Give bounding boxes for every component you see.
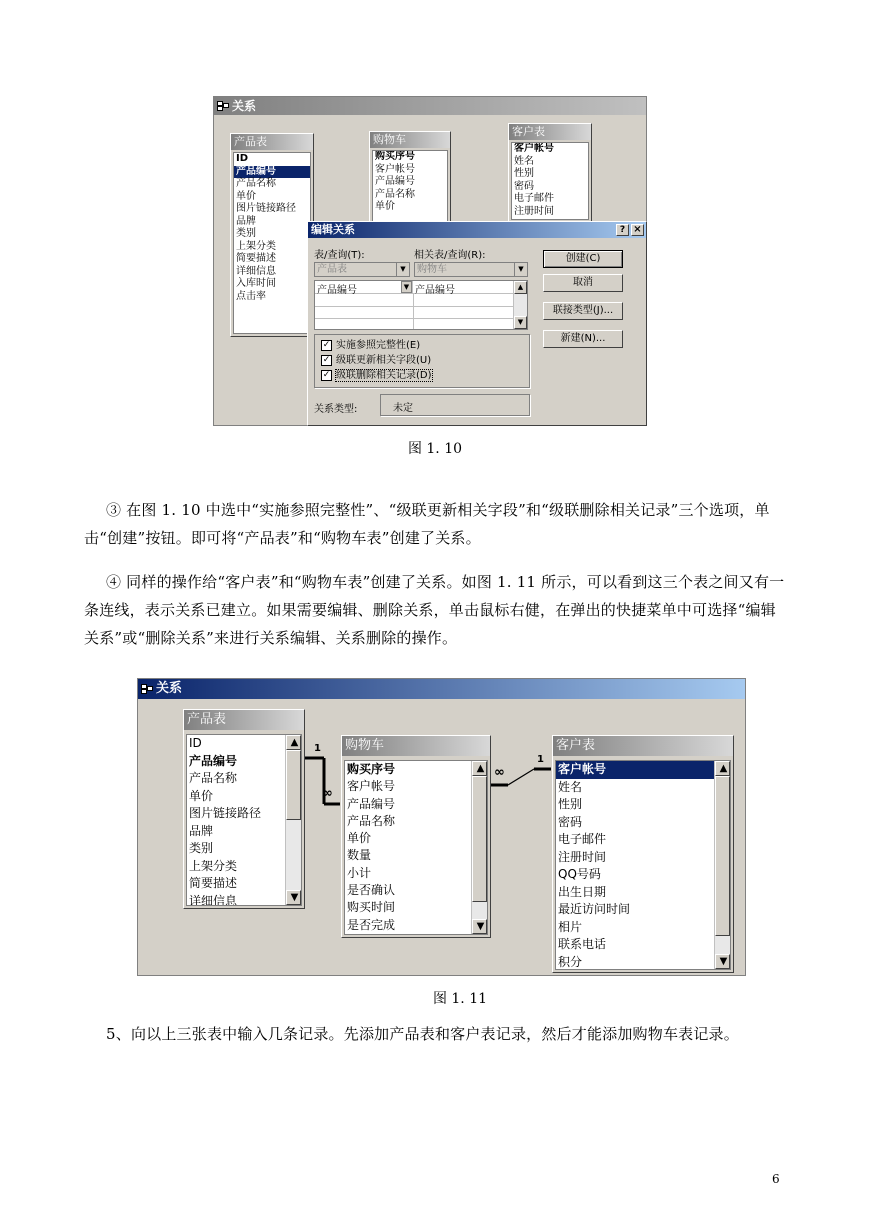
scroll-up-icon[interactable]: ▲	[472, 761, 487, 776]
grid-divider	[413, 294, 414, 329]
product-field-list[interactable]	[186, 734, 302, 906]
field-item[interactable]: 性别	[514, 168, 534, 179]
enforce-integrity-checkbox[interactable]	[321, 339, 420, 352]
field-item[interactable]: 电子邮件	[514, 193, 554, 204]
paragraph-3-text: ③ 在图 1. 10 中选中“实施参照完整性”、“级联更新相关字段”和“级联删除相关记录”三个选项，单击“创建”按钮。即可将“产品表”和“购物车表”创建了关系。	[84, 501, 770, 547]
cart-field-list[interactable]	[372, 150, 448, 228]
field-item[interactable]: 购买序号	[347, 762, 396, 776]
relationship-type-label: 关系类型:	[314, 404, 358, 415]
field-item[interactable]: 联系电话	[558, 937, 607, 951]
figure-1-11-caption: 图 1. 11	[432, 991, 488, 1007]
field-item[interactable]: 类别	[189, 841, 214, 855]
field-item[interactable]: 电子邮件	[558, 832, 607, 846]
cascade-delete-checkbox[interactable]	[321, 369, 432, 382]
checkbox-label: 级联删除相关记录(D)	[336, 370, 432, 381]
field-item[interactable]: 单价	[236, 190, 256, 202]
chevron-down-icon[interactable]: ▼	[401, 281, 412, 293]
field-item[interactable]: 产品名称	[375, 188, 415, 200]
check-icon[interactable]: ✓	[322, 354, 331, 365]
customer-table-title[interactable]: 客户表	[509, 124, 591, 140]
checkbox-label: 级联更新相关字段(U)	[336, 355, 432, 366]
cart-table-box[interactable]	[369, 131, 451, 231]
page-number: 6	[772, 1172, 780, 1186]
cart-table-title[interactable]: 购物车	[370, 132, 450, 148]
rel1-many-label: ∞	[322, 786, 333, 801]
field-item[interactable]: 单价	[347, 831, 372, 846]
field-item[interactable]: 相片	[558, 919, 583, 934]
field-item[interactable]: 姓名	[558, 779, 583, 794]
relationships-icon	[217, 101, 228, 111]
cart-field-list[interactable]	[344, 760, 488, 935]
field-item[interactable]: 客户帐号	[514, 143, 554, 154]
field-item[interactable]: ID	[236, 153, 249, 164]
related-table-select[interactable]	[414, 262, 528, 277]
field-item[interactable]: 详细信息	[236, 265, 276, 277]
scroll-thumb[interactable]	[286, 750, 301, 820]
field-item[interactable]: 类别	[236, 228, 256, 239]
field-item[interactable]: 注册时间	[514, 205, 554, 217]
relationships-titlebar	[214, 97, 646, 115]
chevron-down-icon[interactable]: ▼	[514, 263, 527, 276]
field-item[interactable]: 产品名称	[347, 813, 396, 828]
grid-cell-left[interactable]	[315, 281, 413, 294]
field-item[interactable]: 客户帐号	[347, 779, 396, 794]
options-group	[314, 334, 530, 388]
scroll-down-icon[interactable]: ▼	[472, 919, 487, 934]
customer-table-title[interactable]: 客户表	[553, 736, 733, 756]
field-item[interactable]: 上架分类	[189, 858, 238, 873]
rel1-one-label: 1	[314, 743, 321, 754]
scroll-thumb[interactable]	[472, 776, 487, 902]
product-field-list[interactable]	[233, 152, 311, 334]
field-item[interactable]: 数量	[347, 848, 372, 863]
close-button[interactable]: ×	[631, 224, 644, 236]
field-item[interactable]: 图片链接路径	[236, 203, 296, 214]
field-item[interactable]: 性别	[558, 797, 583, 811]
field-item[interactable]: 是否完成	[347, 917, 396, 932]
field-item[interactable]: 简要描述	[189, 876, 238, 890]
check-icon[interactable]: ✓	[322, 369, 331, 380]
paragraph-4-text: ④ 同样的操作给“客户表”和“购物车表”创建了关系。如图 1. 11 所示，可以看到这三个表之间又有一条连线，表示关系已建立。如果需要编辑、删除关系，单击鼠标右健，在弹出的快捷菜单中可选择“编辑关系”或“删除关系”来进行关系编辑、关系删除的操作。	[84, 573, 785, 647]
cart-scrollbar[interactable]	[471, 761, 487, 934]
field-item[interactable]: 客户帐号	[375, 163, 415, 175]
field-item[interactable]: 注册时间	[558, 849, 607, 864]
field-item[interactable]: 出生日期	[558, 884, 607, 899]
cart-table-box[interactable]	[341, 735, 491, 938]
field-item[interactable]: 点击率	[236, 290, 266, 302]
scroll-down-icon[interactable]: ▼	[286, 890, 301, 905]
product-scrollbar[interactable]	[285, 735, 301, 905]
customer-scrollbar[interactable]	[714, 761, 730, 969]
paragraph-3	[84, 496, 788, 552]
dialog-title: 编辑关系	[311, 223, 355, 236]
grid-scrollbar[interactable]	[513, 281, 527, 329]
scroll-down-icon[interactable]: ▼	[715, 954, 730, 969]
cascade-update-checkbox[interactable]	[321, 354, 431, 367]
field-item[interactable]: 小计	[347, 865, 372, 880]
product-table-box[interactable]	[183, 709, 305, 909]
paragraph-5	[84, 1020, 788, 1048]
rel2-many-label: ∞	[494, 765, 505, 780]
relationship-type-value-box	[380, 394, 530, 416]
help-button[interactable]: ?	[616, 224, 629, 236]
new-button[interactable]: 新建(N)...	[543, 330, 623, 348]
table-select[interactable]	[314, 262, 410, 277]
field-item[interactable]: 产品名称	[189, 771, 238, 785]
check-icon[interactable]: ✓	[322, 339, 331, 350]
customer-table-box[interactable]	[508, 123, 592, 223]
field-item[interactable]: 最近访问时间	[558, 902, 631, 916]
field-grid[interactable]	[314, 280, 528, 330]
field-item[interactable]: 积分	[558, 954, 583, 969]
scroll-thumb[interactable]	[715, 776, 730, 936]
chevron-down-icon[interactable]: ▼	[396, 263, 409, 276]
field-item[interactable]: 密码	[514, 180, 534, 192]
field-item[interactable]: 姓名	[514, 155, 534, 167]
paragraph-5-text: 5、向以上三张表中输入几条记录。先添加产品表和客户表记录，然后才能添加购物车表记录。	[106, 1025, 739, 1043]
customer-field-list[interactable]	[555, 760, 731, 970]
field-item[interactable]: 是否确认	[347, 883, 396, 898]
cart-table-title[interactable]: 购物车	[342, 736, 490, 756]
scroll-up-icon[interactable]: ▲	[514, 281, 527, 294]
field-item[interactable]: 客户帐号	[556, 761, 714, 779]
field-item[interactable]: 产品名称	[236, 178, 276, 189]
scroll-up-icon[interactable]: ▲	[286, 735, 301, 750]
customer-field-list[interactable]	[511, 142, 589, 220]
field-item[interactable]: 简要描述	[236, 253, 276, 264]
join-type-button[interactable]: 联接类型(J)...	[543, 302, 623, 320]
figure-1-11-window	[137, 678, 746, 976]
cart-customer-line	[508, 769, 534, 785]
product-table-box[interactable]	[230, 133, 314, 337]
checkbox-label: 实施参照完整性(E)	[336, 340, 421, 351]
grid-left-value: 产品编号	[317, 285, 357, 296]
field-item[interactable]: 图片链接路径	[189, 806, 262, 820]
field-item[interactable]: 单价	[375, 201, 395, 212]
related-table-label: 相关表/查询(R):	[414, 250, 486, 261]
field-item[interactable]: 详细信息	[189, 893, 238, 906]
grid-right-value: 产品编号	[415, 285, 455, 296]
field-item[interactable]: QQ号码	[558, 867, 601, 881]
field-item[interactable]: 品牌	[236, 215, 256, 227]
field-item[interactable]: 产品编号	[189, 753, 238, 768]
field-item[interactable]: 上架分类	[236, 240, 276, 252]
create-button[interactable]: 创建(C)	[543, 250, 623, 268]
window-title: 关系	[156, 681, 183, 696]
paragraph-4	[84, 568, 788, 652]
field-item[interactable]: 入库时间	[236, 278, 276, 289]
field-item[interactable]: ID	[189, 736, 202, 750]
figure-1-10-caption: 图 1. 10	[407, 441, 463, 457]
field-item[interactable]: 产品编号	[234, 166, 310, 179]
related-select-value: 购物车	[417, 264, 447, 275]
product-table-title[interactable]: 产品表	[184, 710, 304, 730]
field-item[interactable]: 单价	[189, 788, 214, 803]
grid-row-3[interactable]	[315, 306, 513, 319]
field-item[interactable]: 产品编号	[347, 796, 396, 811]
cancel-button[interactable]: 取消	[543, 274, 623, 292]
field-item[interactable]: 密码	[558, 814, 583, 829]
table-query-label: 表/查询(T):	[314, 250, 365, 261]
edit-relationship-dialog	[307, 221, 647, 426]
table-select-value: 产品表	[317, 264, 347, 275]
grid-cell-right[interactable]	[413, 281, 513, 294]
customer-table-box[interactable]	[552, 735, 734, 973]
product-table-title[interactable]: 产品表	[231, 134, 313, 150]
dialog-titlebar	[308, 222, 646, 238]
field-item[interactable]: 购买时间	[347, 900, 396, 915]
field-item[interactable]: 产品编号	[375, 176, 415, 187]
relationship-type-value: 未定	[393, 403, 413, 414]
scroll-up-icon[interactable]: ▲	[715, 761, 730, 776]
window-title: 关系	[232, 99, 257, 113]
field-item[interactable]: 品牌	[189, 823, 214, 838]
scroll-down-icon[interactable]: ▼	[514, 316, 527, 329]
figure-1-10-window	[213, 96, 647, 426]
field-item[interactable]: 购买序号	[375, 151, 415, 162]
rel2-one-label: 1	[537, 754, 544, 765]
